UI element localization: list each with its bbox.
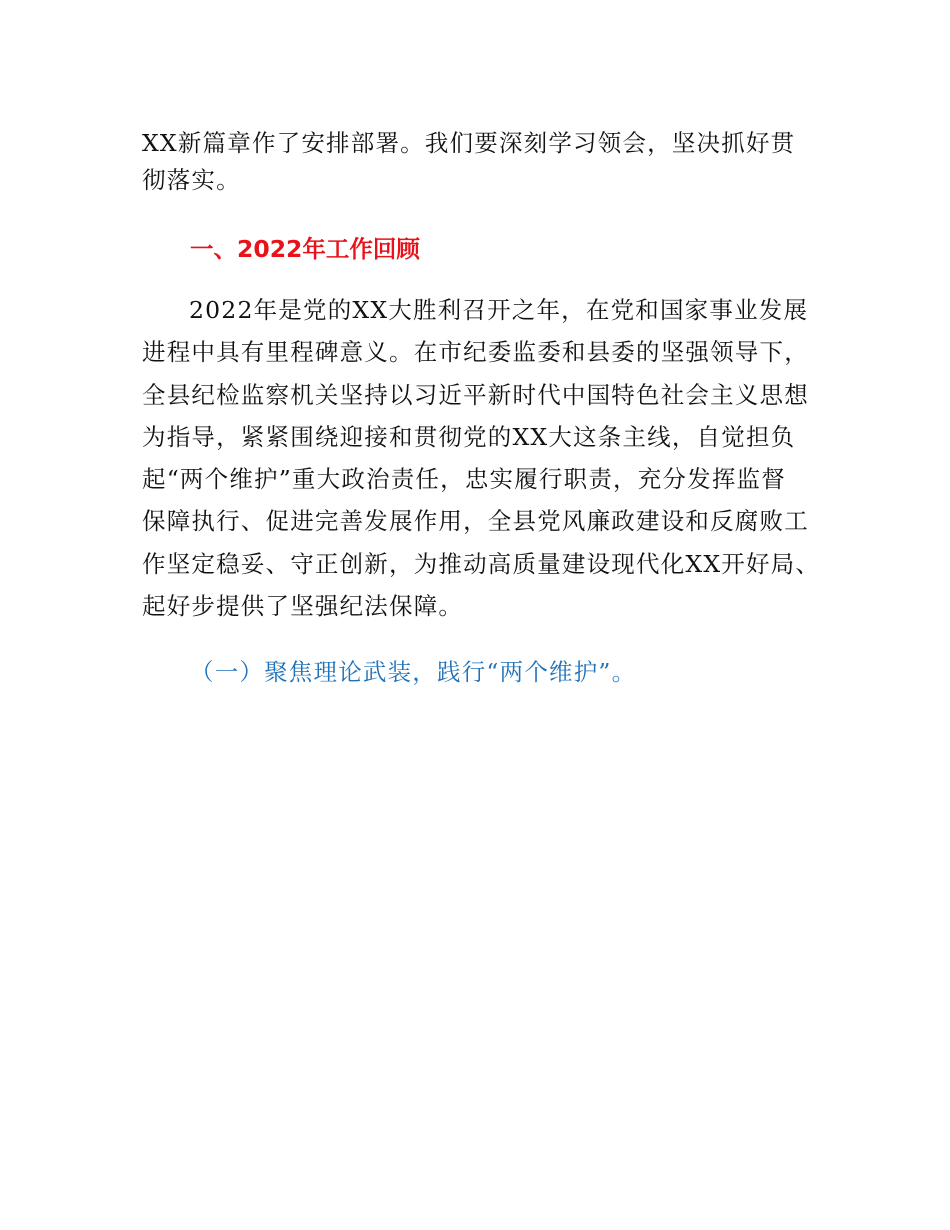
- section-heading: 一、2022年工作回顾: [190, 235, 420, 263]
- intro-line: 彻落实。: [142, 166, 241, 194]
- paragraph-line: 保障执行、促进完善发展作用，全县党风廉政建设和反腐败工: [142, 507, 809, 535]
- section-subheading: （一）聚焦理论武装，践行“两个维护”。: [190, 658, 637, 686]
- paragraph-line: 作坚定稳妥、守正创新，为推动高质量建设现代化XX开好局、: [142, 550, 821, 578]
- paragraph-line: 起好步提供了坚强纪法保障。: [142, 592, 464, 620]
- intro-line: XX新篇章作了安排部署。我们要深刻学习领会，坚决抓好贯: [142, 129, 796, 157]
- paragraph-line: 进程中具有里程碑意义。在市纪委监委和县委的坚强领导下，: [142, 338, 809, 366]
- paragraph-line: 为指导，紧紧围绕迎接和贯彻党的XX大这条主线，自觉担负: [142, 423, 796, 451]
- paragraph-line: 2022年是党的XX大胜利召开之年，在党和国家事业发展: [189, 296, 809, 324]
- paragraph-line: 起“两个维护”重大政治责任，忠实履行职责，充分发挥监督: [142, 465, 786, 493]
- paragraph-line: 全县纪检监察机关坚持以习近平新时代中国特色社会主义思想: [142, 381, 809, 409]
